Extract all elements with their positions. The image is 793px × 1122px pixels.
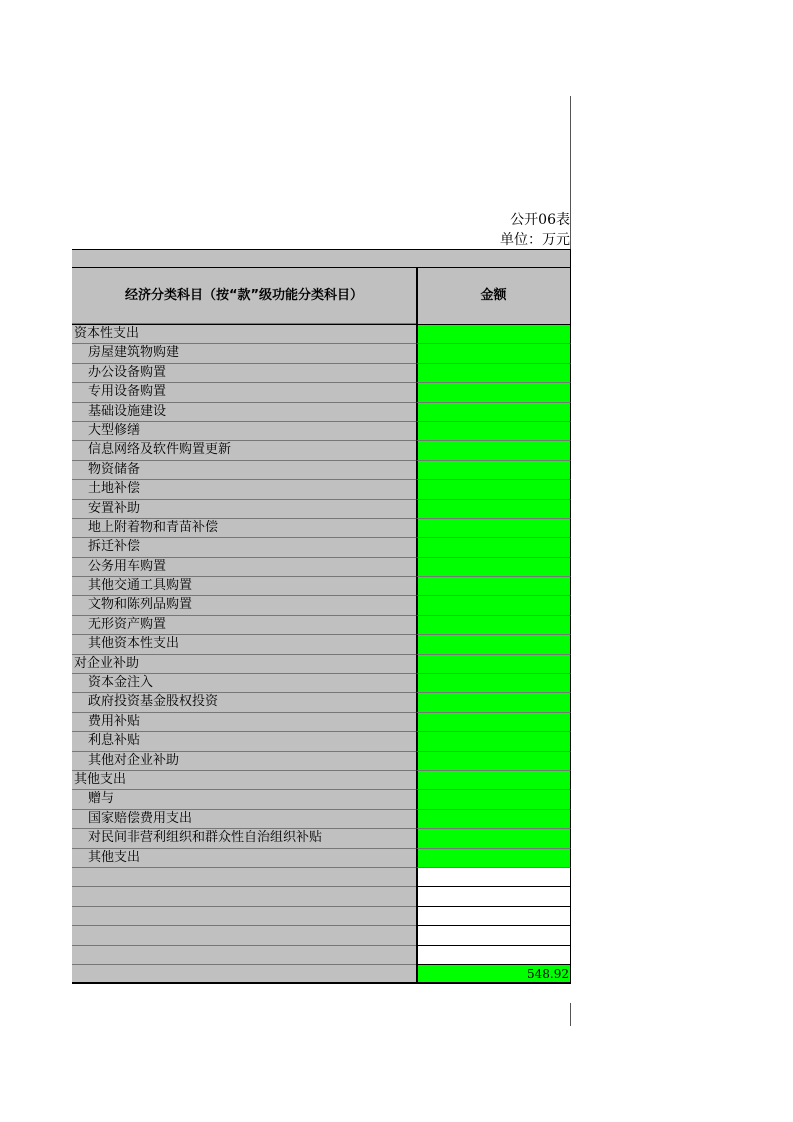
table-row <box>72 596 571 615</box>
blank-category <box>72 946 416 965</box>
table-row <box>72 403 571 422</box>
table-row <box>72 325 571 344</box>
table-row <box>72 538 571 557</box>
table-row <box>72 674 571 693</box>
blank-category <box>72 868 416 887</box>
table-row <box>72 693 571 712</box>
table-row <box>72 558 571 577</box>
table-row <box>72 441 571 460</box>
row-category: 大型修缮 <box>72 422 416 441</box>
table-row <box>72 635 571 654</box>
table-body <box>72 325 571 984</box>
blank-amount <box>416 946 571 965</box>
table-row <box>72 752 571 771</box>
row-amount <box>416 500 571 519</box>
row-category: 信息网络及软件购置更新 <box>72 441 416 460</box>
table-row <box>72 713 571 732</box>
row-amount <box>416 325 571 344</box>
table-row <box>72 344 571 363</box>
row-category: 无形资产购置 <box>72 616 416 635</box>
row-category: 其他支出 <box>72 849 416 868</box>
blank-category <box>72 907 416 926</box>
table-row <box>72 364 571 383</box>
row-category: 其他对企业补助 <box>72 752 416 771</box>
row-category: 安置补助 <box>72 500 416 519</box>
blank-amount <box>416 926 571 945</box>
total-row <box>72 965 571 984</box>
row-category: 房屋建筑物购建 <box>72 344 416 363</box>
row-category: 基础设施建设 <box>72 403 416 422</box>
row-amount <box>416 635 571 654</box>
blank-row <box>72 946 571 965</box>
blank-row <box>72 868 571 887</box>
row-category: 资本金注入 <box>72 674 416 693</box>
blank-category <box>72 887 416 906</box>
row-category: 资本性支出 <box>72 325 416 344</box>
row-amount <box>416 752 571 771</box>
row-category: 赠与 <box>72 790 416 809</box>
blank-amount <box>416 887 571 906</box>
unit-label: 单位：万元 <box>500 232 570 248</box>
row-category: 文物和陈列品购置 <box>72 596 416 615</box>
row-category: 其他交通工具购置 <box>72 577 416 596</box>
sheet-right-border-bottom <box>570 1003 571 1026</box>
row-category: 其他支出 <box>72 771 416 790</box>
row-category: 公务用车购置 <box>72 558 416 577</box>
row-amount <box>416 771 571 790</box>
row-amount <box>416 674 571 693</box>
row-amount <box>416 655 571 674</box>
table-row <box>72 810 571 829</box>
header-amount: 金额 <box>416 268 571 324</box>
table-row <box>72 655 571 674</box>
row-amount <box>416 693 571 712</box>
table-header <box>72 267 571 325</box>
row-category: 对企业补助 <box>72 655 416 674</box>
row-category: 物资储备 <box>72 461 416 480</box>
table-row <box>72 849 571 868</box>
row-amount <box>416 461 571 480</box>
row-amount <box>416 538 571 557</box>
table-row <box>72 500 571 519</box>
row-amount <box>416 383 571 402</box>
row-category: 其他资本性支出 <box>72 635 416 654</box>
row-amount <box>416 558 571 577</box>
row-category: 利息补贴 <box>72 732 416 751</box>
row-category: 专用设备购置 <box>72 383 416 402</box>
table-row <box>72 577 571 596</box>
row-amount <box>416 732 571 751</box>
table-row <box>72 829 571 848</box>
row-category: 对民间非营利组织和群众性自治组织补贴 <box>72 829 416 848</box>
table-row <box>72 771 571 790</box>
row-amount <box>416 596 571 615</box>
total-label <box>72 965 416 983</box>
row-amount <box>416 810 571 829</box>
row-amount <box>416 364 571 383</box>
blank-amount <box>416 868 571 887</box>
table-row <box>72 461 571 480</box>
blank-row <box>72 887 571 906</box>
table-row <box>72 519 571 538</box>
table-row <box>72 480 571 499</box>
row-amount <box>416 441 571 460</box>
row-category: 政府投资基金股权投资 <box>72 693 416 712</box>
row-category: 地上附着物和青苗补偿 <box>72 519 416 538</box>
table-title-band <box>72 249 571 267</box>
blank-category <box>72 926 416 945</box>
row-amount <box>416 790 571 809</box>
row-amount <box>416 616 571 635</box>
row-amount <box>416 713 571 732</box>
table-row <box>72 790 571 809</box>
table-row <box>72 616 571 635</box>
header-category: 经济分类科目（按“款”级功能分类科目） <box>72 268 416 324</box>
blank-amount <box>416 907 571 926</box>
row-amount <box>416 849 571 868</box>
row-category: 费用补贴 <box>72 713 416 732</box>
row-amount <box>416 577 571 596</box>
row-category: 办公设备购置 <box>72 364 416 383</box>
row-amount <box>416 344 571 363</box>
row-amount <box>416 519 571 538</box>
row-amount <box>416 829 571 848</box>
blank-row <box>72 926 571 945</box>
expenditure-table <box>72 249 571 984</box>
table-row <box>72 732 571 751</box>
form-number: 公开06表 <box>510 212 570 228</box>
blank-row <box>72 907 571 926</box>
row-amount <box>416 480 571 499</box>
row-amount <box>416 422 571 441</box>
row-category: 国家赔偿费用支出 <box>72 810 416 829</box>
table-row <box>72 383 571 402</box>
table-row <box>72 422 571 441</box>
row-amount <box>416 403 571 422</box>
total-amount: 548.92 <box>416 965 571 983</box>
sheet-right-border-top <box>570 96 571 249</box>
row-category: 土地补偿 <box>72 480 416 499</box>
row-category: 拆迁补偿 <box>72 538 416 557</box>
